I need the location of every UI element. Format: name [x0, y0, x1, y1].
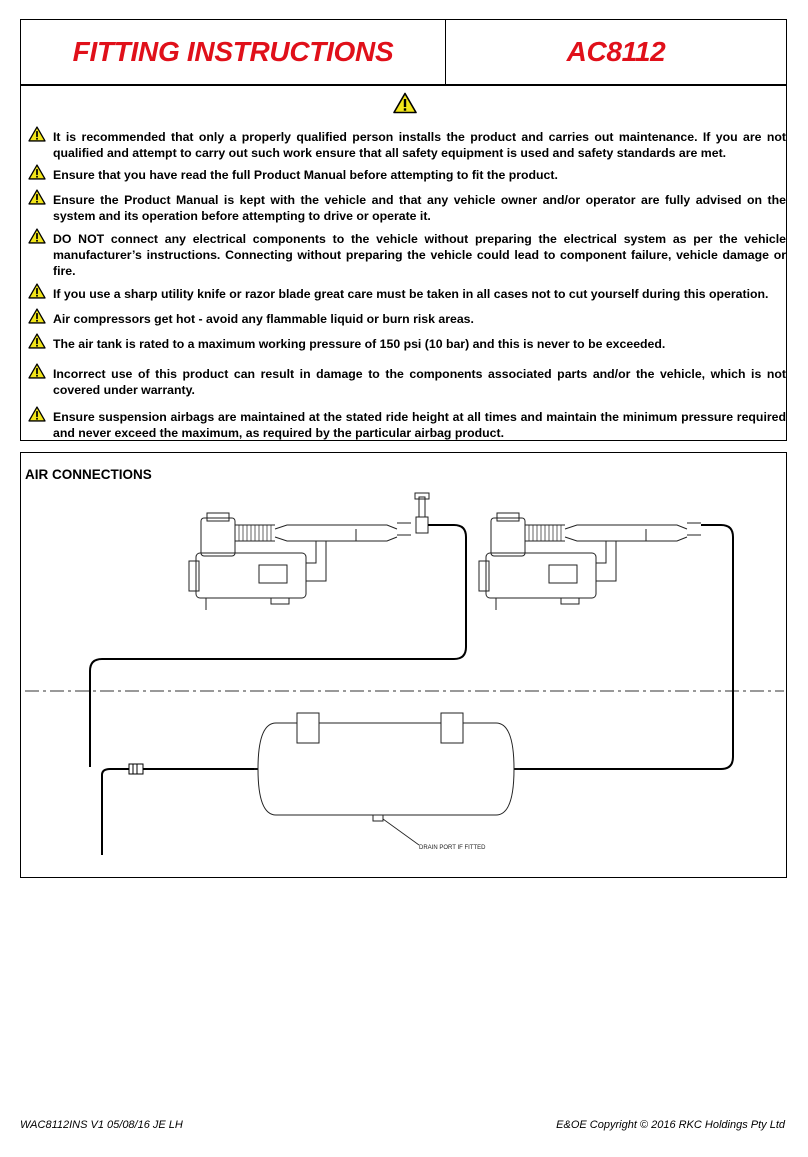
- warning-text: If you use a sharp utility knife or razor blade great care must be taken in all cases not to cut yourself during this operation.: [53, 287, 769, 301]
- footer-doc-ref: WAC8112INS V1 05/08/16 JE LH: [20, 1119, 183, 1131]
- air-connections-title: AIR CONNECTIONS: [25, 467, 152, 482]
- warning-item: [28, 336, 786, 352]
- drain-port-label: DRAIN PORT IF FITTED: [419, 845, 486, 851]
- warning-text: Ensure the Product Manual is kept with the vehicle and that any vehicle owner and/or operator are fully advised on the system and its operation before attempting to drive or operate it.: [53, 193, 786, 223]
- warning-text: Ensure suspension airbags are maintained at the stated ride height at all times and maintain the minimum pressure required and never exceed the maximum, as required by the particular airbag product.: [53, 410, 786, 440]
- warning-item: [28, 286, 786, 302]
- warning-text: Ensure that you have read the full Product Manual before attempting to fit the product.: [53, 168, 558, 182]
- warning-icon: [28, 333, 46, 349]
- title-cell: [21, 20, 446, 84]
- warning-text: The air tank is rated to a maximum working pressure of 150 psi (10 bar) and this is never to be exceeded.: [53, 337, 666, 351]
- product-code: AC8112: [566, 36, 666, 67]
- tee-fitting: [129, 764, 143, 774]
- air-connections-box: [20, 452, 787, 878]
- compressor-right: [479, 513, 701, 610]
- drain-pointer: [383, 819, 419, 845]
- footer-copyright: E&OE Copyright © 2016 RKC Holdings Pty Ltd: [556, 1119, 785, 1131]
- warning-item: [28, 231, 786, 279]
- warning-icon: [28, 164, 46, 180]
- warning-icon: [28, 189, 46, 205]
- warning-item: [28, 409, 786, 441]
- warning-icon: [28, 363, 46, 379]
- document-title: FITTING INSTRUCTIONS: [72, 36, 394, 67]
- warning-icon: [28, 406, 46, 422]
- warning-icon: [28, 308, 46, 324]
- warning-icon: [28, 126, 46, 142]
- warning-item: [28, 366, 786, 398]
- code-cell: [446, 20, 786, 84]
- header-table: [20, 19, 787, 85]
- warnings-box: [20, 85, 787, 441]
- warning-icon: [28, 283, 46, 299]
- air-tank: [254, 713, 520, 821]
- warning-item: [28, 192, 786, 224]
- warning-text: DO NOT connect any electrical components to the vehicle without preparing the electrical system as per the vehicle manufacturer’s instructions. Connecting without preparing the vehicle could lead to component failure, vehicle damage or fire.: [53, 232, 786, 278]
- warning-text: Incorrect use of this product can result in damage to the components associated parts and/or the vehicle, which is not covered under warranty.: [53, 367, 786, 397]
- warning-item: [28, 167, 786, 183]
- warning-icon: [393, 92, 417, 114]
- warning-text: It is recommended that only a properly qualified person installs the product and carries out maintenance. If you are not qualified and attempt to carry out such work ensure that all safety equipment is used and safety standards are met.: [53, 130, 786, 160]
- warning-item: [28, 311, 786, 327]
- warning-icon: [28, 228, 46, 244]
- warning-text: Air compressors get hot - avoid any flammable liquid or burn risk areas.: [53, 312, 474, 326]
- warning-item: [28, 129, 786, 161]
- compressor-left: [189, 493, 429, 610]
- air-connections-diagram: [21, 453, 788, 879]
